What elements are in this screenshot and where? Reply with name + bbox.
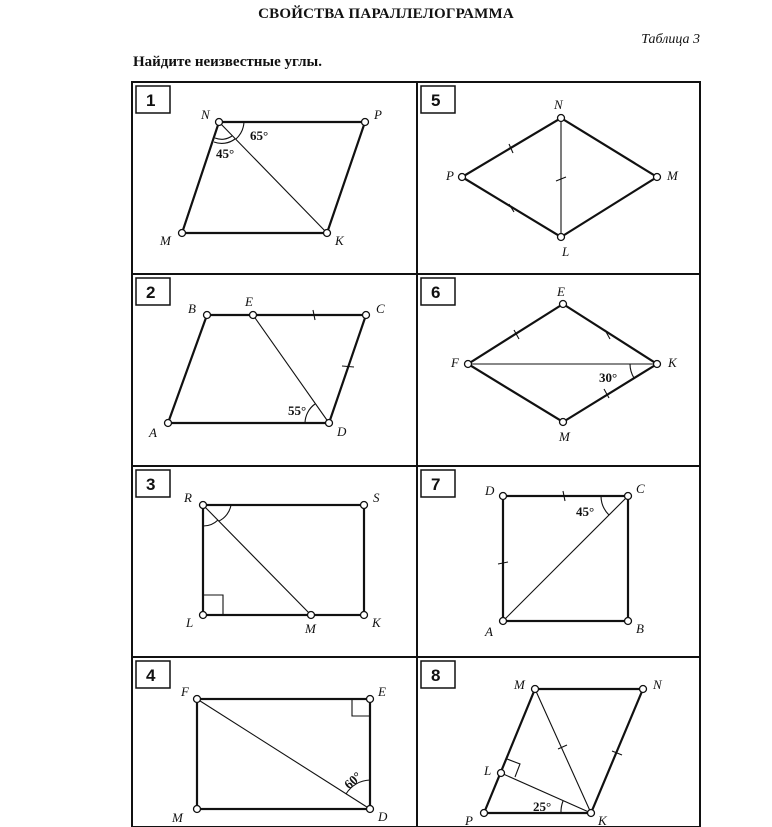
- vertex-label: B: [636, 621, 644, 636]
- vertex-label: L: [186, 615, 194, 630]
- vertex-label: P: [465, 813, 473, 827]
- vertex-point: [324, 230, 331, 237]
- problem-3: [136, 470, 382, 636]
- vertex-label: D: [378, 809, 388, 824]
- vertex-point: [308, 612, 315, 619]
- problem-number: 5: [431, 91, 441, 110]
- vertex-point: [558, 115, 565, 122]
- vertex-label: N: [201, 107, 210, 122]
- problem-4: [136, 661, 388, 825]
- table-label: Таблица 3: [641, 32, 700, 47]
- vertex-label: M: [514, 677, 525, 692]
- vertex-point: [216, 119, 223, 126]
- vertex-label: B: [188, 301, 196, 316]
- vertex-point: [481, 810, 488, 817]
- vertex-point: [361, 612, 368, 619]
- vertex-label: M: [559, 429, 570, 444]
- angle-label: 55°: [288, 403, 307, 418]
- angle-arc: [305, 404, 315, 423]
- instruction-text: Найдите неизвестные углы.: [133, 54, 322, 70]
- vertex-point: [532, 686, 539, 693]
- problem-5: [421, 86, 679, 259]
- vertex-label: A: [485, 624, 493, 639]
- vertex-label: D: [337, 424, 347, 439]
- angle-arc: [203, 520, 218, 526]
- parallelogram: [168, 315, 366, 423]
- vertex-point: [367, 696, 374, 703]
- angle-label: 60°: [340, 768, 365, 792]
- vertex-point: [194, 806, 201, 813]
- vertex-point: [560, 419, 567, 426]
- vertex-label: M: [667, 168, 678, 183]
- tick-mark: [342, 366, 354, 367]
- vertex-label: F: [181, 684, 189, 699]
- vertex-label: K: [372, 615, 381, 630]
- vertex-point: [500, 618, 507, 625]
- vertex-point: [204, 312, 211, 319]
- vertex-point: [194, 696, 201, 703]
- diagonal: [535, 689, 591, 813]
- angle-arc: [630, 364, 634, 378]
- angle-arc: [601, 496, 609, 515]
- vertex-point: [361, 502, 368, 509]
- vertex-point: [500, 493, 507, 500]
- vertex-point: [560, 301, 567, 308]
- diagonal: [219, 122, 327, 233]
- angle-arc: [236, 122, 244, 139]
- problem-7: [421, 470, 645, 639]
- vertex-point: [165, 420, 172, 427]
- vertex-label: R: [184, 490, 192, 505]
- diagonal: [197, 699, 370, 809]
- vertex-point: [465, 361, 472, 368]
- vertex-point: [362, 119, 369, 126]
- angle-label: 25°: [533, 799, 552, 814]
- vertex-point: [654, 361, 661, 368]
- page-title: СВОЙСТВА ПАРАЛЛЕЛОГРАММА: [258, 6, 514, 22]
- rhombus: [462, 118, 657, 237]
- angle-arc: [561, 801, 563, 813]
- problem-number: 8: [431, 666, 441, 685]
- angle-label: 30°: [599, 370, 618, 385]
- problem-8: [421, 661, 663, 827]
- vertex-label: K: [335, 233, 344, 248]
- vertex-point: [367, 806, 374, 813]
- rhombus: [468, 304, 657, 422]
- vertex-point: [363, 312, 370, 319]
- problem-2: [136, 278, 385, 440]
- vertex-label: P: [446, 168, 454, 183]
- vertex-point: [558, 234, 565, 241]
- vertex-label: D: [485, 483, 495, 498]
- segment-rm: [203, 505, 311, 615]
- angle-arc: [215, 136, 232, 139]
- problem-6: [421, 278, 678, 444]
- vertex-point: [179, 230, 186, 237]
- vertex-point: [459, 174, 466, 181]
- vertex-label: N: [554, 97, 563, 112]
- right-angle-mark: [203, 595, 223, 615]
- vertex-point: [654, 174, 661, 181]
- vertex-point: [250, 312, 257, 319]
- problem-number: 3: [146, 475, 156, 494]
- vertex-label: P: [374, 107, 382, 122]
- problem-number: 6: [431, 283, 441, 302]
- problem-1: [136, 86, 382, 248]
- vertex-point: [200, 612, 207, 619]
- problem-number: 4: [146, 666, 156, 685]
- angle-label: 45°: [576, 504, 595, 519]
- vertex-label: C: [376, 301, 385, 316]
- vertex-point: [200, 502, 207, 509]
- vertex-point: [640, 686, 647, 693]
- vertex-point: [625, 493, 632, 500]
- rectangle: [203, 505, 364, 615]
- vertex-label: M: [160, 233, 171, 248]
- angle-label: 65°: [250, 128, 269, 143]
- right-angle-mark: [507, 759, 520, 777]
- vertex-label: E: [245, 294, 253, 309]
- vertex-label: E: [557, 284, 565, 299]
- vertex-label: N: [653, 677, 662, 692]
- vertex-label: M: [305, 621, 316, 636]
- vertex-label: M: [172, 810, 183, 825]
- vertex-label: K: [598, 813, 607, 827]
- problem-number: 2: [146, 283, 156, 302]
- table-grid: [132, 82, 700, 827]
- vertex-label: F: [451, 355, 459, 370]
- vertex-point: [625, 618, 632, 625]
- vertex-label: A: [149, 425, 157, 440]
- vertex-label: S: [373, 490, 380, 505]
- vertex-label: C: [636, 481, 645, 496]
- vertex-label: E: [378, 684, 386, 699]
- vertex-point: [498, 770, 505, 777]
- angle-arc: [219, 505, 231, 521]
- tick-mark: [558, 745, 567, 749]
- angle-label: 45°: [216, 146, 235, 161]
- vertex-label: K: [668, 355, 677, 370]
- vertex-point: [588, 810, 595, 817]
- problem-number: 1: [146, 91, 156, 110]
- vertex-label: L: [484, 763, 492, 778]
- diagonal: [503, 496, 628, 621]
- vertex-point: [326, 420, 333, 427]
- problem-number: 7: [431, 475, 441, 494]
- vertex-label: L: [562, 244, 570, 259]
